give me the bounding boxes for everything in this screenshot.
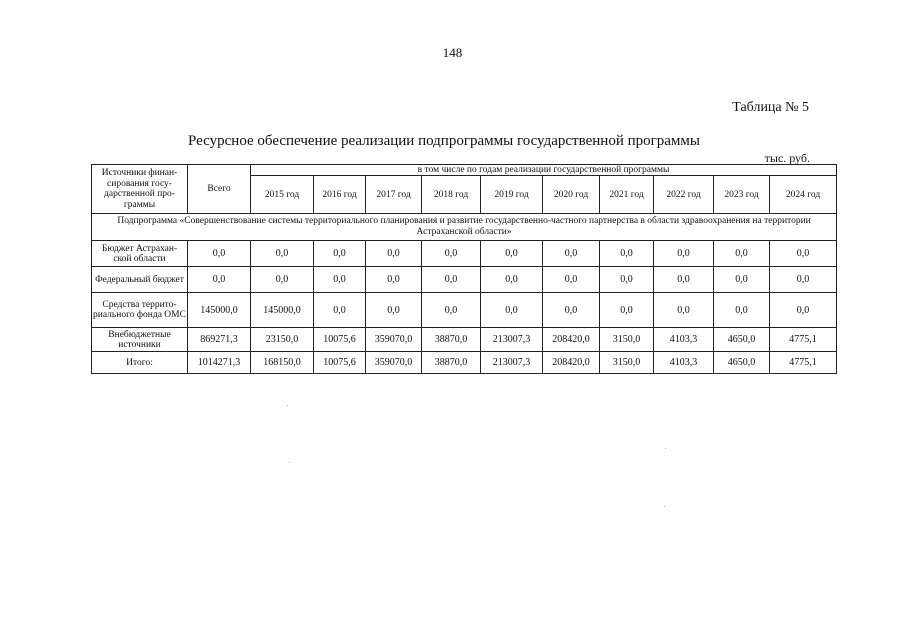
year-header: 2018 год — [422, 176, 481, 214]
row-value: 4775,1 — [770, 328, 837, 352]
row-value: 359070,0 — [366, 328, 422, 352]
row-total: 1014271,3 — [188, 352, 251, 374]
year-header: 2023 год — [714, 176, 770, 214]
row-value: 0,0 — [654, 293, 714, 328]
resource-table — [91, 164, 837, 374]
row-value: 0,0 — [543, 293, 600, 328]
row-value: 0,0 — [654, 267, 714, 293]
row-value: 0,0 — [422, 267, 481, 293]
row-source: Внебюджетные источники — [92, 328, 188, 352]
scan-speck — [287, 405, 288, 406]
row-value: 213007,3 — [481, 328, 543, 352]
year-header: 2015 год — [251, 176, 314, 214]
row-value: 23150,0 — [251, 328, 314, 352]
row-source: Итого: — [92, 352, 188, 374]
document-title: Ресурсное обеспечение реализации подпрограммы государственной программы — [188, 133, 700, 149]
subprogram-title: Подпрограмма «Совершенствование системы территориального планирования и развитие государственно-частного партнерства в области здравоохранения на территории Астраханской области» — [92, 214, 837, 241]
row-value: 208420,0 — [543, 352, 600, 374]
row-value: 359070,0 — [366, 352, 422, 374]
year-header: 2024 год — [770, 176, 837, 214]
row-total: 0,0 — [188, 267, 251, 293]
row-value: 4650,0 — [714, 328, 770, 352]
row-value: 0,0 — [714, 293, 770, 328]
year-header: 2021 год — [600, 176, 654, 214]
row-value: 0,0 — [714, 241, 770, 267]
row-value: 0,0 — [600, 293, 654, 328]
table-label: Таблица № 5 — [732, 100, 809, 115]
row-value: 0,0 — [770, 293, 837, 328]
row-value: 0,0 — [314, 241, 366, 267]
row-value: 0,0 — [481, 293, 543, 328]
row-total: 0,0 — [188, 241, 251, 267]
header-row-top — [92, 165, 837, 176]
row-value: 0,0 — [422, 241, 481, 267]
table-row — [92, 293, 837, 328]
row-value: 3150,0 — [600, 352, 654, 374]
row-value: 0,0 — [600, 267, 654, 293]
header-source: Источники финан-сирования госу-дарственной про-граммы — [92, 165, 188, 214]
row-source: Федеральный бюджет — [92, 267, 188, 293]
row-value: 208420,0 — [543, 328, 600, 352]
row-value: 0,0 — [481, 241, 543, 267]
row-value: 0,0 — [366, 267, 422, 293]
year-header: 2019 год — [481, 176, 543, 214]
row-value: 0,0 — [481, 267, 543, 293]
row-value: 0,0 — [543, 267, 600, 293]
row-value: 0,0 — [251, 267, 314, 293]
row-value: 0,0 — [770, 241, 837, 267]
row-value: 10075,6 — [314, 352, 366, 374]
table-row — [92, 241, 837, 267]
row-total: 145000,0 — [188, 293, 251, 328]
row-value: 0,0 — [251, 241, 314, 267]
scan-speck — [665, 448, 666, 449]
row-value: 3150,0 — [600, 328, 654, 352]
row-value: 0,0 — [654, 241, 714, 267]
row-value: 0,0 — [314, 293, 366, 328]
row-total: 869271,3 — [188, 328, 251, 352]
row-value: 0,0 — [543, 241, 600, 267]
row-value: 0,0 — [770, 267, 837, 293]
row-value: 4103,3 — [654, 328, 714, 352]
year-header: 2020 год — [543, 176, 600, 214]
row-value: 0,0 — [314, 267, 366, 293]
row-value: 0,0 — [714, 267, 770, 293]
scan-speck — [288, 462, 289, 463]
row-value: 4103,3 — [654, 352, 714, 374]
year-header: 2022 год — [654, 176, 714, 214]
row-value: 38870,0 — [422, 328, 481, 352]
row-value: 0,0 — [600, 241, 654, 267]
subprogram-row — [92, 214, 837, 241]
row-value: 4775,1 — [770, 352, 837, 374]
year-header: 2016 год — [314, 176, 366, 214]
row-source: Бюджет Астрахан-ской области — [92, 241, 188, 267]
units-label: тыс. руб. — [764, 151, 810, 165]
row-value: 4650,0 — [714, 352, 770, 374]
table-row — [92, 328, 837, 352]
row-value: 38870,0 — [422, 352, 481, 374]
year-header: 2017 год — [366, 176, 422, 214]
row-value: 145000,0 — [251, 293, 314, 328]
header-total: Всего — [188, 165, 251, 214]
row-value: 213007,3 — [481, 352, 543, 374]
table-row — [92, 267, 837, 293]
row-value: 0,0 — [366, 293, 422, 328]
row-value: 168150,0 — [251, 352, 314, 374]
page-number: 148 — [442, 45, 463, 60]
row-value: 0,0 — [422, 293, 481, 328]
row-value: 0,0 — [366, 241, 422, 267]
header-by-year: в том числе по годам реализации государственной программы — [251, 165, 837, 176]
row-source: Средства террито-риального фонда ОМС — [92, 293, 188, 328]
table-row-total — [92, 352, 837, 374]
scan-speck — [664, 506, 665, 507]
row-value: 10075,6 — [314, 328, 366, 352]
